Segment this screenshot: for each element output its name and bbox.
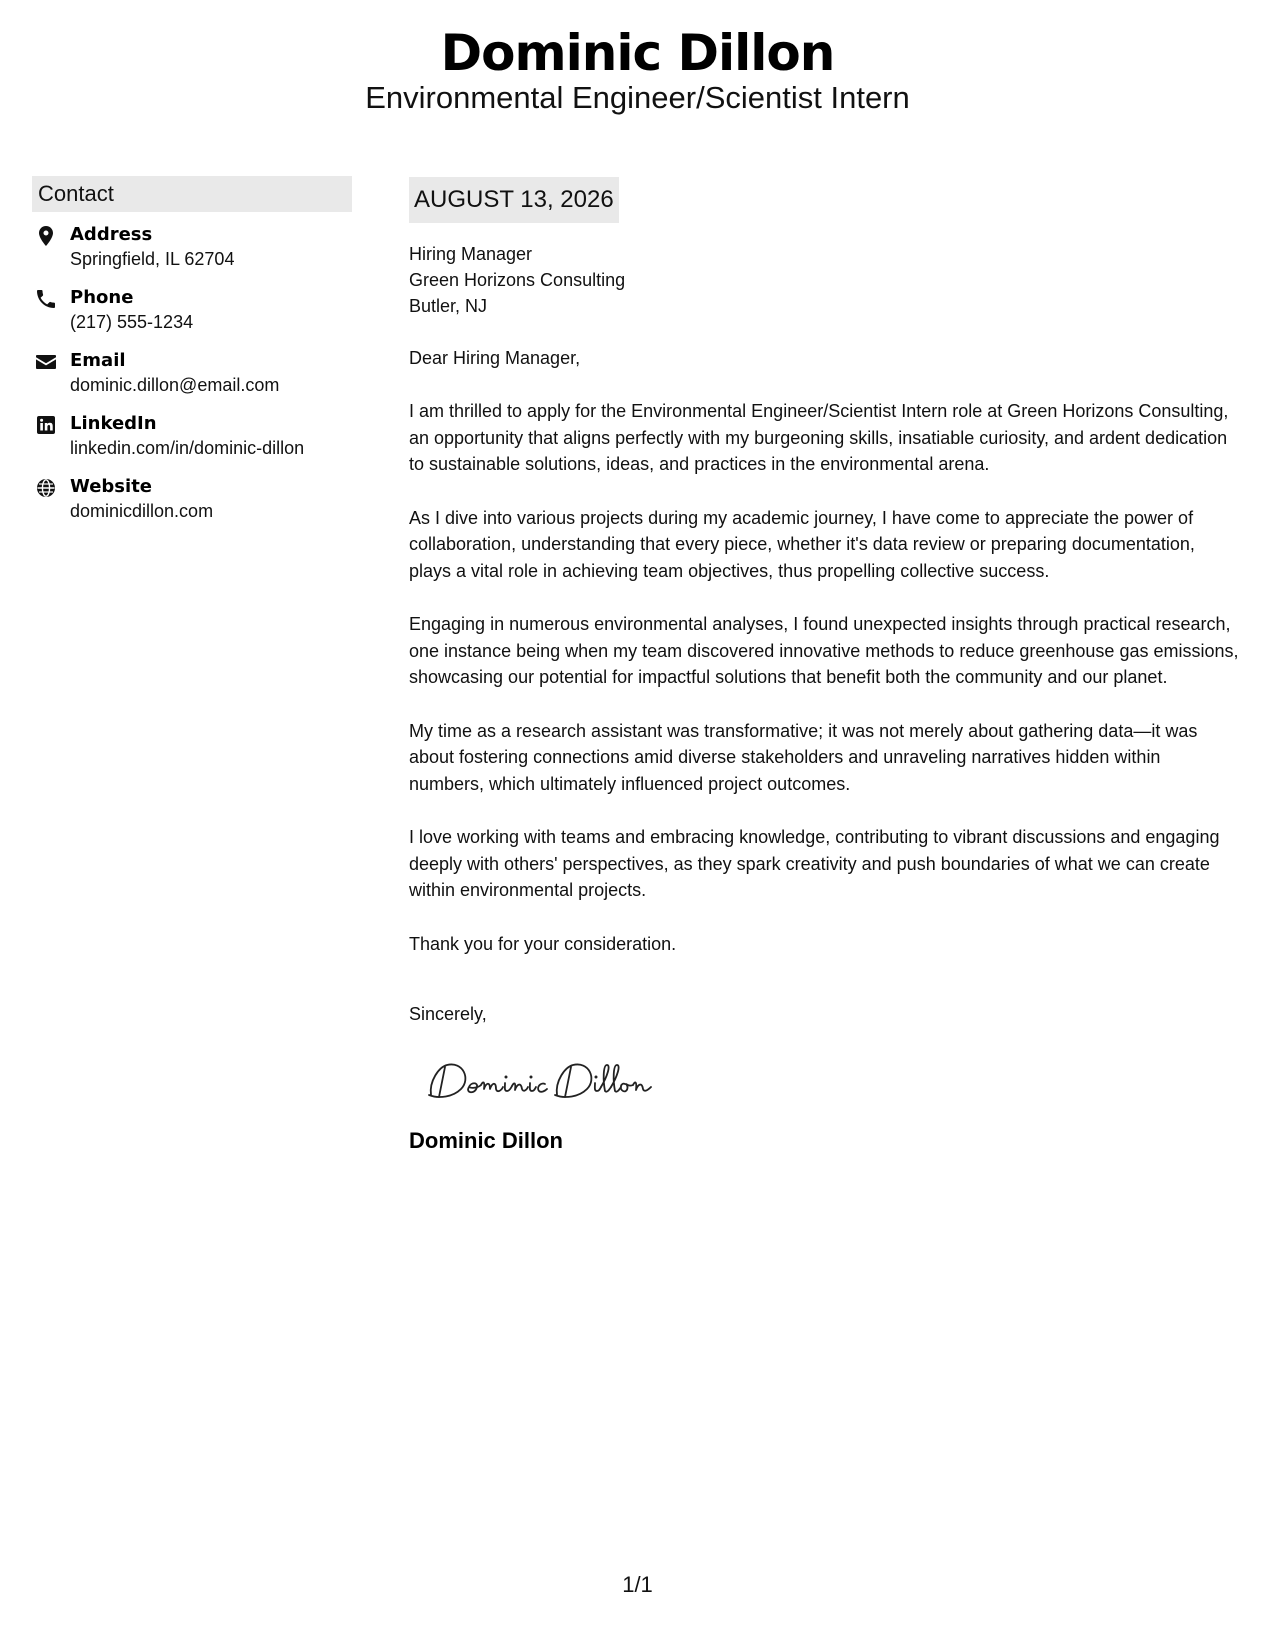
body-paragraph: I love working with teams and embracing knowledge, contributing to vibrant discussions and engaging deeply with others' perspectives, as they spark creativity and push boundaries of what we can create within environmental projects. <box>409 827 1220 900</box>
applicant-name: Dominic Dillon <box>440 24 835 82</box>
contact-value: (217) 555-1234 <box>70 312 194 332</box>
closing: Sincerely, <box>409 1004 487 1024</box>
contact-label: Address <box>70 224 153 245</box>
contact-value: linkedin.com/in/dominic-dillon <box>70 438 305 458</box>
letter-date: AUGUST 13, 2026 <box>409 177 619 223</box>
job-title: Environmental Engineer/Scientist Intern <box>365 80 910 115</box>
contact-item-email <box>32 348 352 401</box>
contact-label: Phone <box>70 287 134 308</box>
contact-item-linkedin <box>32 411 352 464</box>
letter-body <box>409 177 1239 1156</box>
contact-heading: Contact <box>32 176 352 212</box>
body-paragraph: I am thrilled to apply for the Environmental Engineer/Scientist Intern role at Green Horizons Consulting, an opportunity that aligns perfectly with my burgeoning skills, insatiable curiosity, and ardent dedication to sustainable solutions, ideas, and practices in the environmental arena. <box>409 401 1229 474</box>
contact-item-website <box>32 474 352 527</box>
map-pin-icon <box>34 224 58 248</box>
linkedin-icon <box>34 413 58 437</box>
contact-item-phone <box>32 285 352 338</box>
contact-value: Springfield, IL 62704 <box>70 249 235 269</box>
contact-item-address <box>32 222 352 275</box>
body-paragraph: Engaging in numerous environmental analyses, I found unexpected insights through practical research, one instance being when my team discovered innovative methods to reduce greenhouse gas emissions, showcasing our potential for impactful solutions that benefit both the community and our planet. <box>409 614 1239 687</box>
globe-icon <box>34 476 58 500</box>
letter-header <box>0 24 1275 116</box>
contact-label: Website <box>70 476 153 497</box>
envelope-icon <box>34 350 58 374</box>
contact-sidebar <box>32 176 352 527</box>
phone-icon <box>34 287 58 311</box>
page-number: 1/1 <box>622 1572 653 1597</box>
signed-name: Dominic Dillon <box>409 1128 563 1153</box>
recipient-line: Hiring Manager <box>409 244 533 264</box>
recipient-block <box>409 241 1239 319</box>
handwritten-signature <box>423 1051 663 1111</box>
contact-label: Email <box>70 350 126 371</box>
contact-value: dominic.dillon@email.com <box>70 375 280 395</box>
contact-value: dominicdillon.com <box>70 501 214 521</box>
body-paragraph: As I dive into various projects during my academic journey, I have come to appreciate the power of collaboration, understanding that every piece, whether it's data review or preparing documentation, plays a vital role in achieving team objectives, thus propelling collective success. <box>409 507 1195 581</box>
body-paragraph: My time as a research assistant was transformative; it was not merely about gathering data—it was about fostering connections amid diverse stakeholders and unraveling narratives hidden within numbers, which ultimately influenced project outcomes. <box>409 720 1198 794</box>
recipient-line: Butler, NJ <box>409 296 488 316</box>
salutation: Dear Hiring Manager, <box>409 348 581 368</box>
recipient-line: Green Horizons Consulting <box>409 270 626 290</box>
contact-label: LinkedIn <box>70 413 157 434</box>
thank-you-line: Thank you for your consideration. <box>409 933 677 954</box>
